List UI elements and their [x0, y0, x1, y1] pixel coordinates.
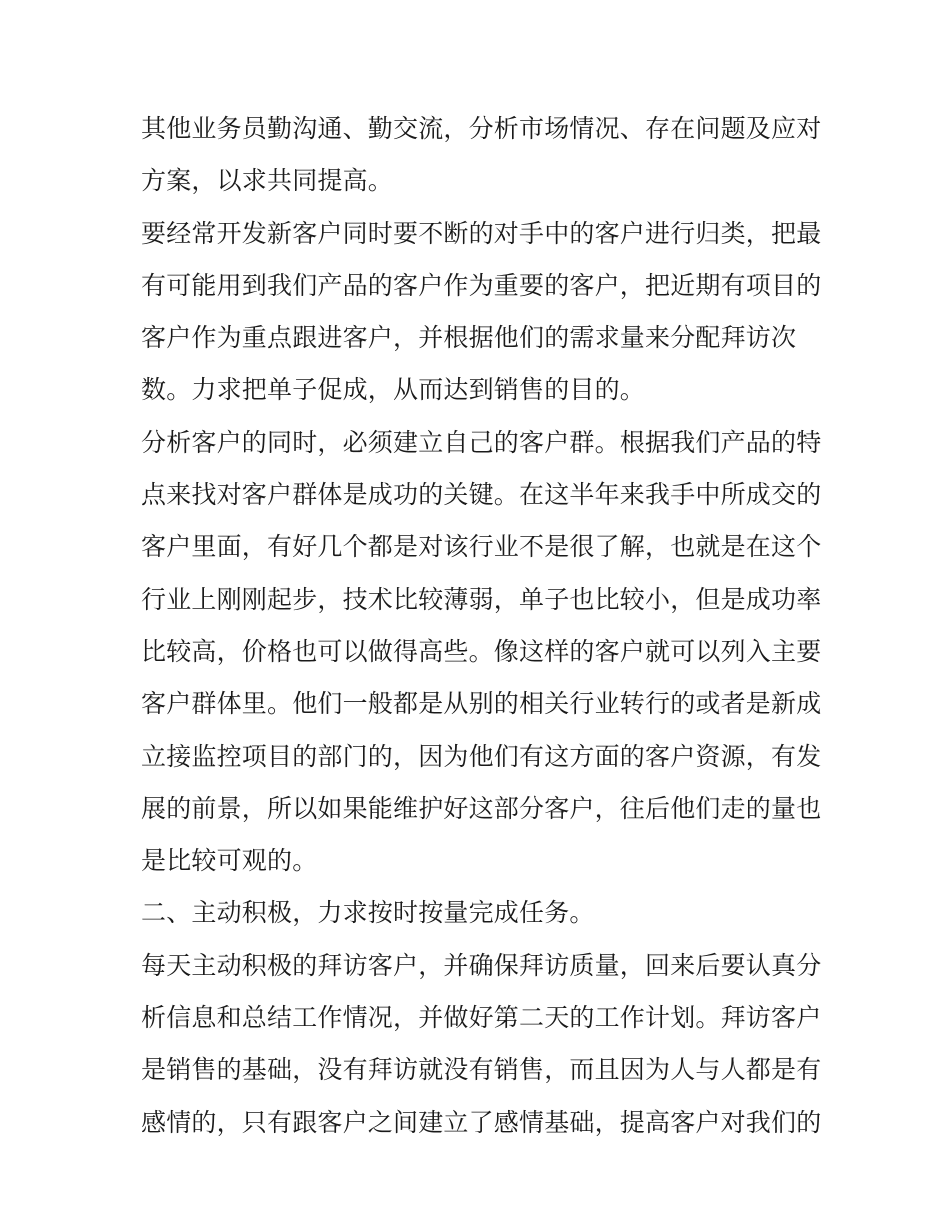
text-line: 析信息和总结工作情况，并做好第二天的工作计划。拜访客户	[141, 1003, 822, 1033]
text-line: 感情的，只有跟客户之间建立了感情基础，提高客户对我们的	[141, 1107, 822, 1137]
text-line: 方案，以求共同提高。	[141, 166, 394, 196]
text-line: 是比较可观的。	[141, 846, 318, 876]
text-line: 是销售的基础，没有拜访就没有销售，而且因为人与人都是有	[141, 1055, 822, 1085]
body-text	[141, 103, 821, 1149]
text-line: 分析客户的同时，必须建立自己的客户群。根据我们产品的特	[141, 427, 822, 457]
text-line: 有可能用到我们产品的客户作为重要的客户，把近期有项目的	[141, 270, 822, 300]
text-line: 每天主动积极的拜访客户，并确保拜访质量，回来后要认真分	[141, 950, 822, 980]
text-line: 比较高，价格也可以做得高些。像这样的客户就可以列入主要	[141, 636, 822, 666]
text-line: 点来找对客户群体是成功的关键。在这半年来我手中所成交的	[141, 480, 822, 510]
text-line: 客户作为重点跟进客户，并根据他们的需求量来分配拜访次	[141, 323, 797, 353]
text-line: 展的前景，所以如果能维护好这部分客户，往后他们走的量也	[141, 793, 822, 823]
text-line: 其他业务员勤沟通、勤交流，分析市场情况、存在问题及应对	[141, 114, 822, 143]
text-line: 要经常开发新客户同时要不断的对手中的客户进行归类，把最	[141, 218, 822, 248]
text-line: 立接监控项目的部门的，因为他们有这方面的客户资源，有发	[141, 741, 822, 771]
text-line: 客户里面，有好几个都是对该行业不是很了解，也就是在这个	[141, 532, 822, 562]
text-line: 数。力求把单子促成，从而达到销售的目的。	[141, 375, 646, 405]
text-line: 行业上刚刚起步，技术比较薄弱，单子也比较小，但是成功率	[141, 584, 822, 614]
text-line: 客户群体里。他们一般都是从别的相关行业转行的或者是新成	[141, 689, 822, 719]
section-heading: 二、主动积极，力求按时按量完成任务。	[141, 898, 595, 928]
